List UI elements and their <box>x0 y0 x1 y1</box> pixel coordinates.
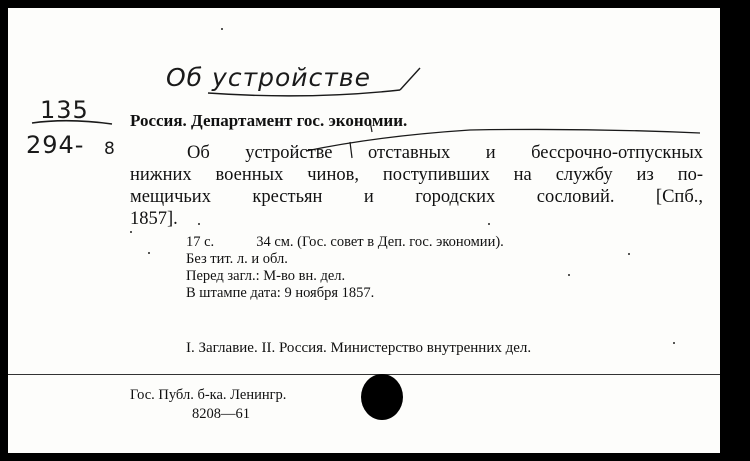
entry-title-line-2: нижних военных чинов, поступивших на службу из по- <box>130 165 703 185</box>
handwriting-tick <box>400 68 420 90</box>
handwritten-number-bottom: 294- <box>26 131 85 159</box>
fraction-bar <box>32 121 112 124</box>
library-name: Гос. Публ. б-ка. Ленингр. <box>130 387 287 403</box>
tracing-line: I. Заглавие. II. Россия. Министерство внутренних дел. <box>186 340 532 356</box>
size-publisher: 34 см. (Гос. совет в Деп. гос. экономии). <box>256 234 504 250</box>
pages-count: 17 с. <box>186 234 215 250</box>
speck <box>488 223 490 225</box>
handwriting-underline <box>208 90 400 96</box>
speck <box>198 223 200 225</box>
speck <box>148 252 150 254</box>
speck <box>628 253 630 255</box>
speck <box>568 274 570 276</box>
handwritten-number-suffix: 8 <box>104 139 116 159</box>
handwritten-title: Об устройстве <box>166 63 371 92</box>
collation-line <box>186 234 504 251</box>
entry-title-line-3: мещичьих крестьян и городских сословий. [Спб., <box>130 187 703 207</box>
entry-title-line-4: 1857]. <box>130 209 178 229</box>
speck <box>130 231 132 233</box>
speck <box>221 28 223 30</box>
entry-title-line-1: Об устройстве отставных и бессрочно-отпускных <box>187 143 703 163</box>
note-no-title: Без тит. л. и обл. <box>186 251 288 267</box>
shelf-mark: 8208—61 <box>192 406 250 422</box>
note-stamp-date: В штампе дата: 9 ноября 1857. <box>186 285 375 301</box>
entry-heading: Россия. Департамент гос. экономии. <box>130 111 408 130</box>
speck <box>673 342 675 344</box>
punch-hole <box>361 374 403 420</box>
catalog-card <box>8 8 720 453</box>
handwritten-number-top: 135 <box>40 96 89 124</box>
divider-line <box>8 374 720 375</box>
note-before-title: Перед загл.: М-во вн. дел. <box>186 268 346 284</box>
